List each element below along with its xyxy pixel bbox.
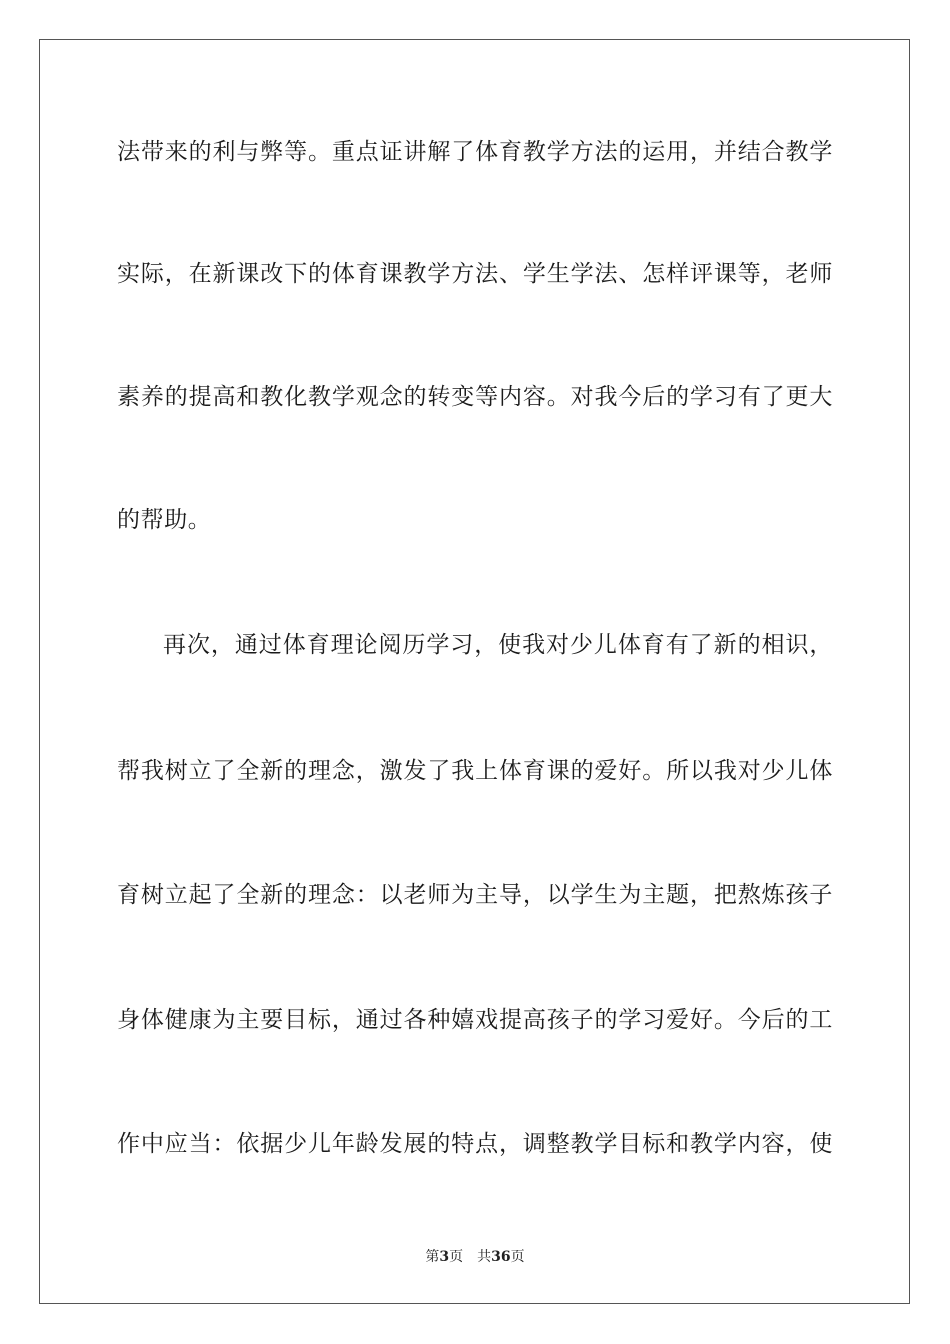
body-text-line-6: 帮我树立了全新的理念，激发了我上体育课的爱好。所以我对少儿体 [117,758,833,784]
body-text-line-4: 的帮助。 [117,507,212,533]
total-suffix: 页 [510,1249,525,1265]
body-text-line-2: 实际，在新课改下的体育课教学方法、学生学法、怎样评课等，老师 [117,261,833,287]
page-number: 3 [439,1249,450,1265]
body-text-line-9: 作中应当：依据少儿年龄发展的特点，调整教学目标和教学内容，使 [117,1131,833,1157]
body-text-line-3: 素养的提高和教化教学观念的转变等内容。对我今后的学习有了更大 [117,384,833,410]
page-footer [0,1247,950,1267]
body-text-line-1: 法带来的利与弊等。重点证讲解了体育教学方法的运用，并结合教学 [117,139,833,165]
page-prefix: 第 [425,1249,440,1265]
total-prefix: 共 [477,1249,492,1265]
page-border [39,39,910,1304]
body-text-line-7: 育树立起了全新的理念：以老师为主导，以学生为主题，把熬炼孩子 [117,882,833,908]
total-pages: 36 [491,1249,511,1265]
page-suffix: 页 [449,1249,464,1265]
body-text-line-5: 再次，通过体育理论阅历学习，使我对少儿体育有了新的相识， [163,632,833,658]
body-text-line-8: 身体健康为主要目标，通过各种嬉戏提高孩子的学习爱好。今后的工 [117,1007,833,1033]
